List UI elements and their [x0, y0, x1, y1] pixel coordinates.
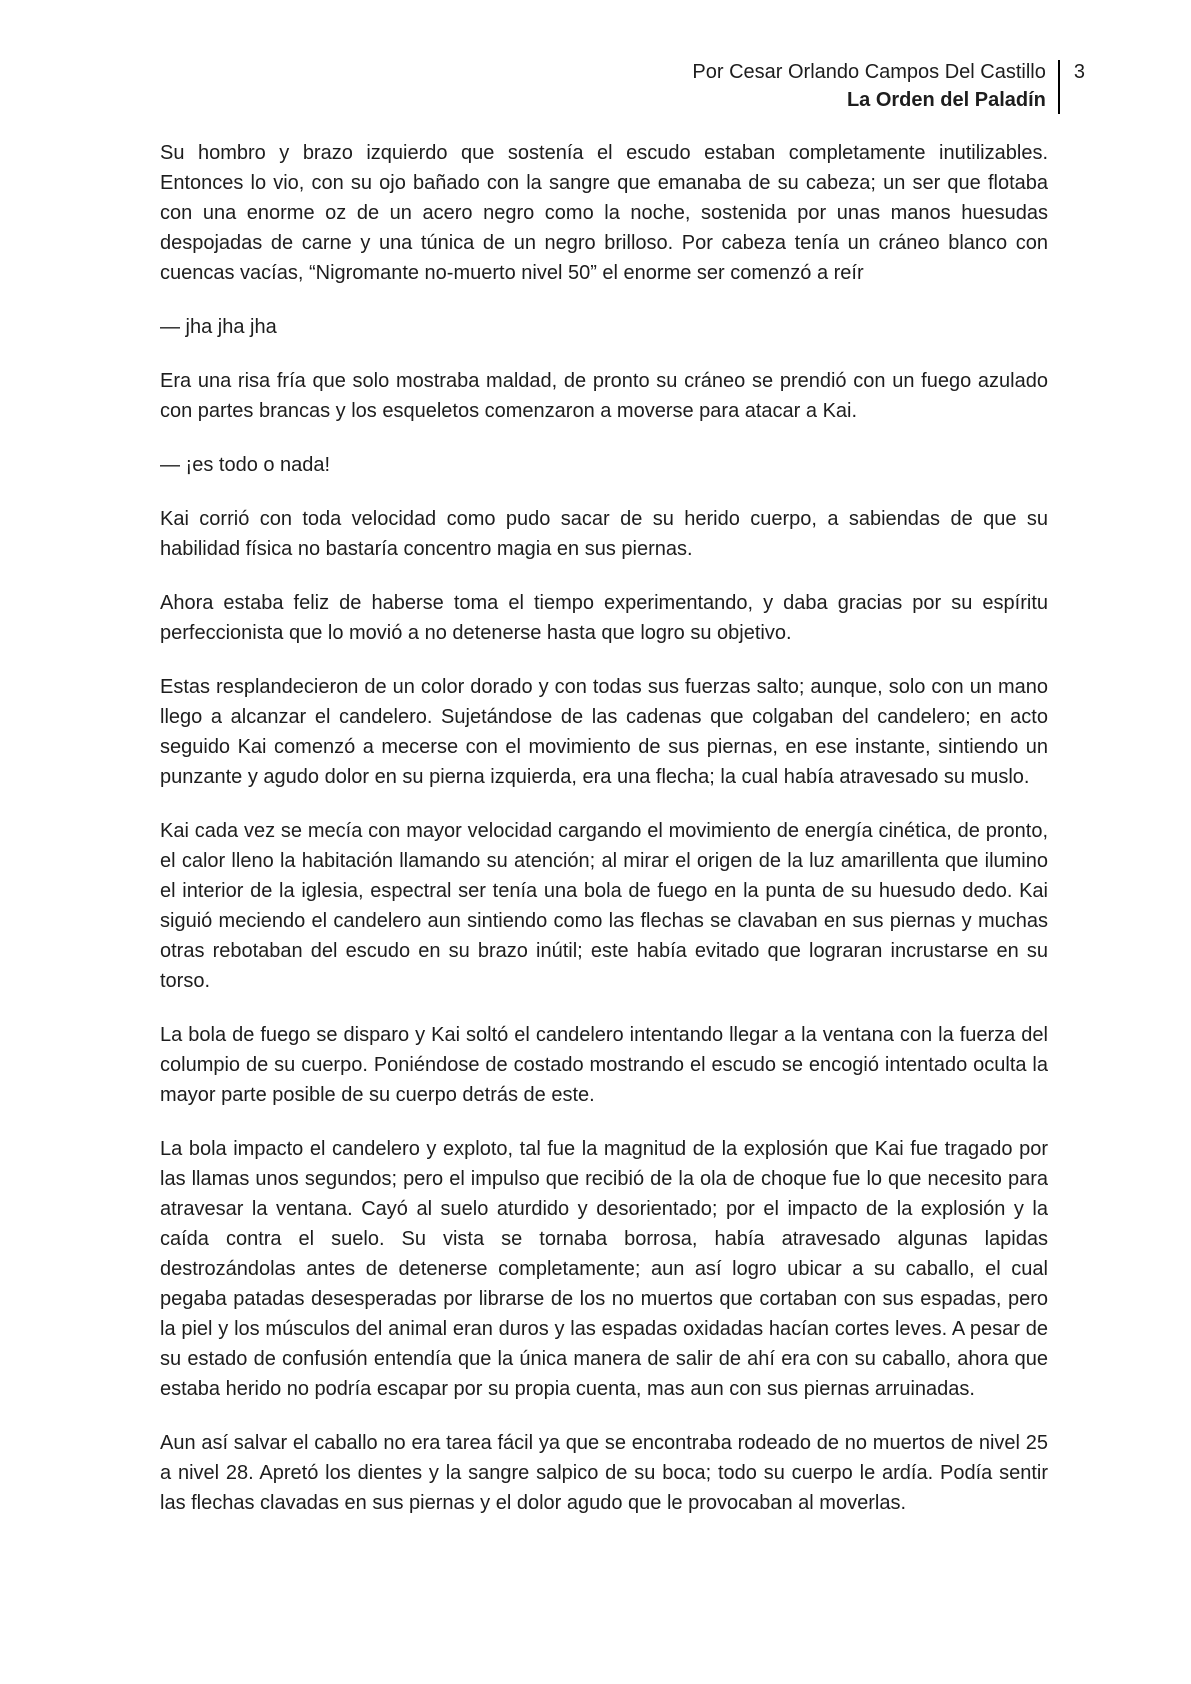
page-number: 3 — [1073, 61, 1085, 83]
page-header — [692, 58, 1085, 114]
paragraph-5: Kai corrió con toda velocidad como pudo sacar de su herido cuerpo, a sabiendas de que su habilidad física no bastaría concentro magia en sus piernas. — [160, 508, 1048, 560]
paragraph-3: Era una risa fría que solo mostraba maldad, de pronto su cráneo se prendió con un fuego azulado con partes brancas y los esqueletos comenzaron a moverse para atacar a Kai. — [160, 370, 1048, 422]
paragraph-4-dialog: — ¡es todo o nada! — [160, 454, 331, 476]
header-text-block — [692, 58, 1057, 114]
paragraph-10: La bola impacto el candelero y exploto, tal fue la magnitud de la explosión que Kai fue tragado por las llamas unos segundos; pero el impulso que recibió de la ola de choque fue lo que necesito para atravesar la ventana. Cayó al suelo aturdido y desorientado; por el impacto de la explosión y la caída contra el suelo. Su vista se tornaba borrosa, había atravesado algunas lapidas destrozándolas antes de detenerse completamente; aun así logro ubicar a su caballo, el cual pegaba patadas desesperadas por librarse de los no muertos que cortaban con sus espadas, pero la piel y los músculos del animal eran duros y las espadas oxidadas hacían cortes leves. A pesar de su estado de confusión entendía que la única manera de salir de ahí era con su caballo, ahora que estaba herido no podría escapar por su propia cuenta, mas aun con sus piernas arruinadas. — [160, 1138, 1048, 1400]
paragraph-9: La bola de fuego se disparo y Kai soltó el candelero intentando llegar a la ventana con la fuerza del columpio de su cuerpo. Poniéndose de costado mostrando el escudo se encogió intentado oculta la mayor parte posible de su cuerpo detrás de este. — [160, 1024, 1048, 1106]
paragraph-7: Estas resplandecieron de un color dorado y con todas sus fuerzas salto; aunque, solo con un mano llego a alcanzar el candelero. Sujetándose de las cadenas que colgaban del candelero; en acto seguido Kai comenzó a mecerse con el movimiento de sus piernas, en ese instante, sintiendo un punzante y agudo dolor en su pierna izquierda, era una flecha; la cual había atravesado su muslo. — [160, 676, 1048, 788]
paragraph-11: Aun así salvar el caballo no era tarea fácil ya que se encontraba rodeado de no muertos de nivel 25 a nivel 28. Apretó los dientes y la sangre salpico de su boca; todo su cuerpo le ardía. Podía sentir las flechas clavadas en sus piernas y el dolor agudo que le provocaban al moverlas. — [160, 1432, 1048, 1514]
paragraph-8: Kai cada vez se mecía con mayor velocidad cargando el movimiento de energía cinética, de pronto, el calor lleno la habitación llamando su atención; al mirar el origen de la luz amarillenta que ilumino el interior de la iglesia, espectral ser tenía una bola de fuego en la punta de su huesudo dedo. Kai siguió meciendo el candelero aun sintiendo como las flechas se clavaban en sus piernas y muchas otras rebotaban del escudo en su brazo inútil; este había evitado que lograran incrustarse en su torso. — [160, 820, 1048, 992]
paragraph-2-dialog: — jha jha jha — [160, 316, 277, 338]
paragraph-6: Ahora estaba feliz de haberse toma el tiempo experimentando, y daba gracias por su espíritu perfeccionista que lo movió a no detenerse hasta que logro su objetivo. — [160, 592, 1048, 644]
paragraph-1: Su hombro y brazo izquierdo que sostenía el escudo estaban completamente inutilizables. Entonces lo vio, con su ojo bañado con la sangre que emanaba de su cabeza; un ser que flotaba con una enorme oz de un acero negro como la noche, sostenida por unas manos huesudas despojadas de carne y una túnica de un negro brilloso. Por cabeza tenía un cráneo blanco con cuencas vacías, “Nigromante no-muerto nivel 50” el enorme ser comenzó a reír — [160, 142, 1048, 284]
header-title: La Orden del Paladín — [846, 89, 1046, 111]
document-body — [160, 138, 1048, 1542]
header-author: Por Cesar Orlando Campos Del Castillo — [692, 61, 1046, 83]
